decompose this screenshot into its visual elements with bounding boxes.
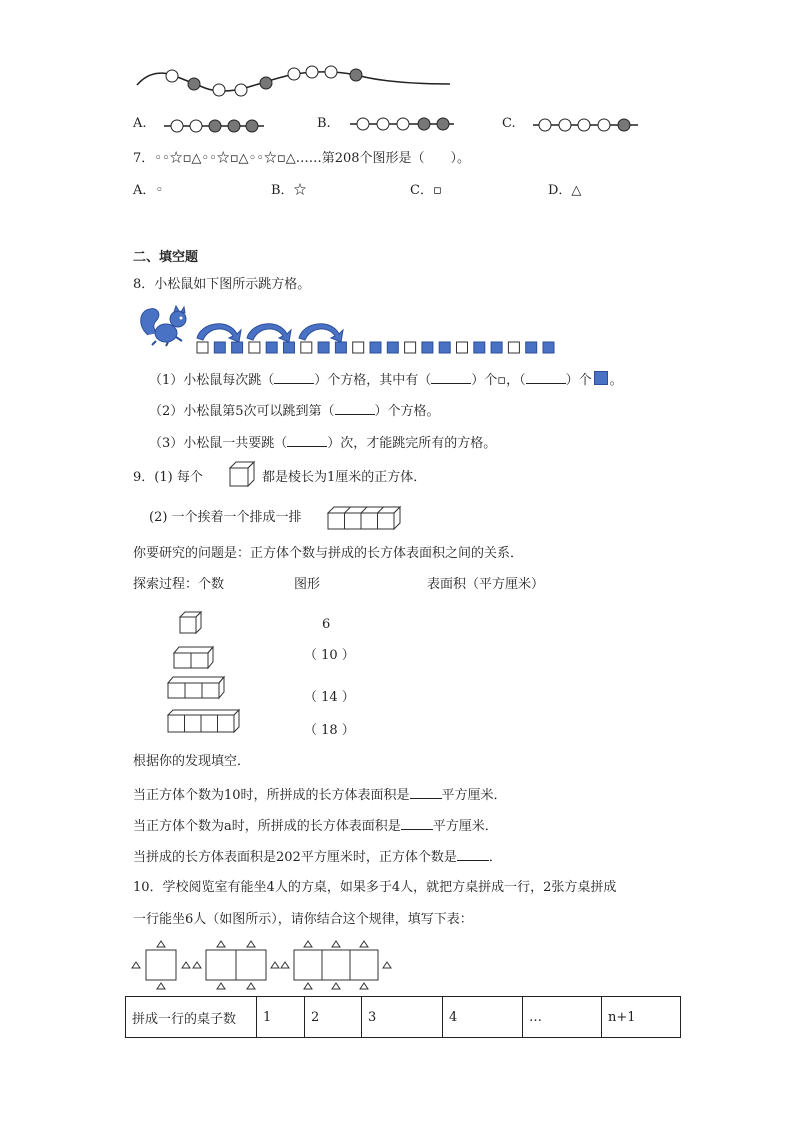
blue-square	[214, 342, 225, 353]
three-tables	[281, 941, 391, 989]
answer-blank[interactable]	[410, 786, 442, 799]
blue-square	[543, 342, 554, 353]
q9-area-3: （ 14 ）	[304, 690, 355, 705]
jump-arrow-icon	[197, 324, 343, 342]
table-header-cell: 拼成一行的桌子数	[126, 997, 257, 1038]
table-cell: …	[523, 997, 602, 1038]
blue-square-icon	[594, 371, 608, 385]
q7-choice-a: A．◦	[133, 183, 164, 198]
q9-col-area: 表面积（平方厘米）	[427, 577, 545, 592]
bead-white	[235, 84, 247, 96]
q7-stem: 7．◦◦☆▫△◦◦☆▫△◦◦☆▫△……第208个图形是（ ）。	[133, 151, 471, 166]
bead-white	[288, 68, 300, 80]
q7-choice-d: D．△	[548, 183, 582, 198]
blue-square	[232, 342, 243, 353]
q7-choice-b: B．☆	[271, 183, 307, 198]
table-cell: 2	[305, 997, 362, 1038]
single-cube-icon	[228, 460, 258, 488]
q6-option-a-label: A.	[133, 116, 147, 131]
q10-table	[125, 996, 681, 1038]
q8-sub1: （1）小松鼠每次跳（ ）个方格，其中有（ ）个▫，（ ）个 。	[149, 373, 623, 388]
blue-square	[318, 342, 329, 353]
bead-white	[166, 70, 178, 82]
blue-square	[474, 342, 485, 353]
bead-white	[325, 66, 337, 78]
answer-blank[interactable]	[431, 371, 471, 384]
blue-square	[266, 342, 277, 353]
white-square	[353, 342, 364, 353]
q9-col-figure: 图形	[294, 577, 321, 592]
cube-3	[168, 677, 224, 698]
white-square	[457, 342, 468, 353]
q8-sub2: （2）小松鼠第5次可以跳到第（ ）个方格。	[149, 404, 440, 419]
white-square	[249, 342, 260, 353]
bead-white	[213, 84, 225, 96]
answer-blank[interactable]	[526, 371, 566, 384]
q9-fill-2: 当正方体个数为a时，所拼成的长方体表面积是 平方厘米．	[133, 819, 498, 834]
bead-gray	[350, 69, 362, 81]
white-square	[508, 342, 519, 353]
q9-area-2: （ 10 ）	[304, 648, 355, 663]
blue-square	[491, 342, 502, 353]
blue-square	[422, 342, 433, 353]
q9-area-4: （ 18 ）	[304, 723, 355, 738]
cube-1	[180, 612, 201, 633]
cube-4	[168, 710, 239, 732]
bead-gray	[188, 78, 200, 90]
white-square	[197, 342, 208, 353]
q9-fill-intro: 根据你的发现填空．	[133, 754, 251, 769]
blue-square	[284, 342, 295, 353]
q7-choice-c: C．▫	[410, 183, 442, 198]
cube-row-icon	[326, 505, 406, 533]
squirrel-figure	[136, 305, 196, 345]
q9-fill-3: 当拼成的长方体表面积是202平方厘米时，正方体个数是 ．	[133, 850, 502, 865]
bead-gray	[260, 77, 272, 89]
one-table	[132, 941, 190, 989]
two-tables	[193, 941, 279, 989]
bead-white	[306, 66, 318, 78]
answer-blank[interactable]	[287, 434, 327, 447]
section-title: 二、填空题	[133, 250, 199, 265]
squirrel-head	[170, 311, 186, 327]
option-c-beads	[533, 119, 638, 131]
q6-option-c-label: C.	[502, 116, 516, 131]
table-cell: n+1	[602, 997, 681, 1038]
table-cell: 4	[443, 997, 523, 1038]
grid-squares	[196, 341, 576, 355]
q8-sub3: （3）小松鼠一共要跳（ ）次，才能跳完所有的方格。	[149, 436, 497, 451]
q9-area-1: 6	[322, 617, 331, 632]
q6-option-b-label: B.	[317, 116, 331, 131]
q9-question: 你要研究的问题是：正方体个数与拼成的长方体表面积之间的关系．	[133, 546, 524, 561]
q9-line2: (2) 一个挨着一个排成一排	[149, 510, 302, 525]
blue-square	[335, 342, 346, 353]
option-a-beads	[164, 120, 264, 132]
q8-stem: 8．小松鼠如下图所示跳方格。	[133, 277, 311, 292]
answer-blank[interactable]	[457, 848, 489, 861]
white-square	[405, 342, 416, 353]
table-row	[126, 997, 681, 1038]
q10-line2: 一行能坐6人（如图所示），请你结合这个规律，填写下表：	[133, 912, 473, 927]
q9-fill-1: 当正方体个数为10时，所拼成的长方体表面积是 平方厘米．	[133, 788, 507, 803]
table-cell: 1	[257, 997, 305, 1038]
blue-square	[526, 342, 537, 353]
blue-square	[439, 342, 450, 353]
cube-2	[174, 647, 213, 668]
answer-blank[interactable]	[335, 402, 375, 415]
q9-line1-a: 9．(1) 每个	[133, 470, 203, 485]
blue-square	[387, 342, 398, 353]
q10-line1: 10．学校阅览室有能坐4人的方桌，如果多于4人，就把方桌拼成一行，2张方桌拼成	[133, 880, 617, 895]
q9-line1-b: 都是棱长为1厘米的正方体．	[262, 470, 427, 485]
answer-blank[interactable]	[401, 817, 433, 830]
blue-square	[370, 342, 381, 353]
squirrel-body	[155, 324, 177, 342]
white-square	[301, 342, 312, 353]
table-cell: 3	[362, 997, 443, 1038]
option-b-beads	[350, 118, 454, 130]
tables-figure	[130, 940, 400, 990]
cube-stack-figures	[166, 609, 246, 739]
q9-explore-label: 探索过程：个数	[133, 577, 225, 592]
answer-blank[interactable]	[274, 371, 314, 384]
